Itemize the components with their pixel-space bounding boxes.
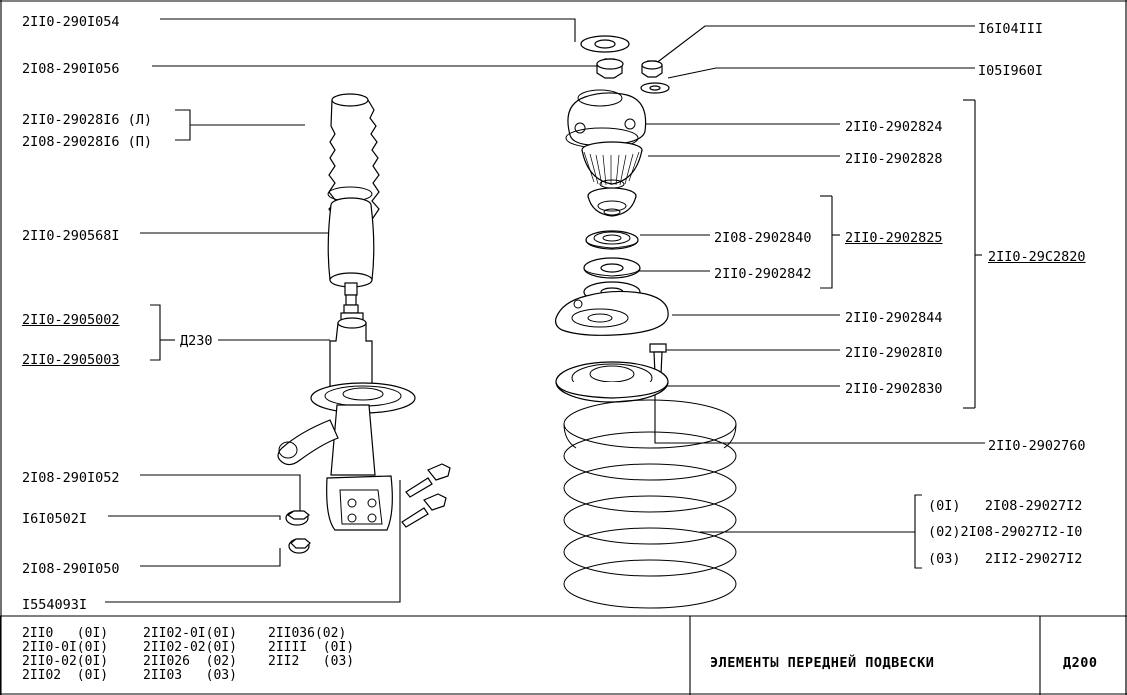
part-label-2110-2902830[interactable]: 2II0-2902830 (845, 381, 943, 397)
part-label-2110-2902844[interactable]: 2II0-2902844 (845, 310, 943, 326)
part-label-2110-2902825[interactable]: 2II0-2902825 (845, 230, 943, 246)
part-label-1610411i[interactable]: I6I04III (978, 21, 1044, 37)
model-cell-4: 2II02 (0I) (22, 668, 109, 683)
part-label-2110-2902842[interactable]: 2II0-2902842 (714, 266, 812, 282)
part-label-1051960i[interactable]: I05I960I (978, 63, 1044, 79)
spring-variant-03[interactable]: (03) 2II2-29027I2 (928, 551, 1083, 567)
model-cell-6: 2II02-02(0I) (143, 640, 237, 655)
part-label-2108-2901052[interactable]: 2I08-290I052 (22, 470, 120, 486)
part-label-2108-2901056[interactable]: 2I08-290I056 (22, 61, 120, 77)
part-label-1554093i[interactable]: I554093I (22, 597, 88, 613)
part-label-2110-2905681[interactable]: 2II0-290568I (22, 228, 120, 244)
part-label-2110-2902824[interactable]: 2II0-2902824 (845, 119, 943, 135)
part-label-2110-2902828[interactable]: 2II0-2902828 (845, 151, 943, 167)
sheet-code: Д200 (1063, 655, 1098, 671)
center-code-label: Д230 (180, 333, 213, 349)
part-label-1610502i[interactable]: I6I0502I (22, 511, 88, 527)
part-label-2110-2901054[interactable]: 2II0-290I054 (22, 14, 120, 30)
model-cell-1: 2II0 (0I) (22, 626, 109, 641)
part-label-2110-2905002[interactable]: 2II0-2905002 (22, 312, 120, 328)
model-cell-3: 2II0-02(0I) (22, 654, 109, 669)
part-label-2110-2902810[interactable]: 2II0-29028I0 (845, 345, 943, 361)
model-cell-5: 2II02-0I(0I) (143, 626, 237, 641)
part-label-2108-2902816-right[interactable]: 2I08-29028I6 (П) (22, 134, 153, 150)
part-label-2110-2905003[interactable]: 2II0-2905003 (22, 352, 120, 368)
part-label-2108-2901050[interactable]: 2I08-290I050 (22, 561, 120, 577)
diagram-title: ЭЛЕМЕНТЫ ПЕРЕДНЕЙ ПОДВЕСКИ (710, 655, 935, 671)
model-cell-9: 2II036(02) (268, 626, 347, 641)
model-cell-11: 2II2 (03) (268, 654, 355, 669)
model-cell-2: 2II0-0I(0I) (22, 640, 109, 655)
part-label-2110-2902760[interactable]: 2II0-2902760 (988, 438, 1086, 454)
part-label-2110-29c2820[interactable]: 2II0-29C2820 (988, 249, 1086, 265)
model-cell-8: 2II03 (03) (143, 668, 237, 683)
part-label-2110-2902816-left[interactable]: 2II0-29028I6 (Л) (22, 112, 153, 128)
spring-variant-01[interactable]: (0I) 2I08-29027I2 (928, 498, 1083, 514)
model-cell-10: 2IIII (0I) (268, 640, 355, 655)
model-cell-7: 2II026 (02) (143, 654, 237, 669)
spring-variant-02[interactable]: (02)2I08-29027I2-I0 (928, 524, 1083, 540)
part-label-2108-2902840[interactable]: 2I08-2902840 (714, 230, 812, 246)
